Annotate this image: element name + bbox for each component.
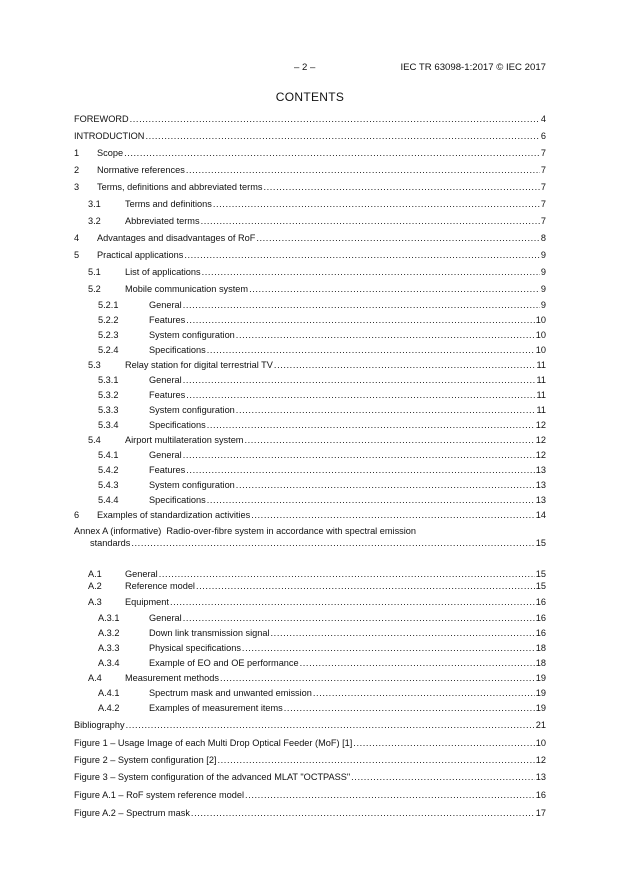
toc-page-number: 19 [535, 688, 546, 698]
dot-leader [186, 389, 535, 401]
dot-leader [245, 789, 535, 801]
dot-leader [170, 596, 535, 608]
toc-entry-title: FOREWORD [74, 114, 129, 124]
dot-leader [236, 329, 535, 341]
toc-section-number: 3.1 [88, 199, 101, 209]
dot-leader [183, 374, 536, 386]
toc-entry-title: Bibliography [74, 720, 125, 730]
toc-page-number: 6 [540, 131, 546, 141]
toc-entry-title-continued: standards [90, 538, 131, 548]
toc-entry[interactable] [88, 266, 546, 278]
dot-leader [186, 464, 535, 476]
figure-list-entry[interactable] [74, 771, 546, 783]
toc-section-number: A.4 [88, 673, 102, 683]
toc-entry-title: Specifications [149, 495, 206, 505]
toc-section-number: 5.2.3 [98, 330, 119, 340]
toc-section-number: A.3.2 [98, 628, 120, 638]
toc-entry-title: General [149, 300, 182, 310]
dot-leader [284, 702, 535, 714]
toc-section-number: 5.1 [88, 267, 101, 277]
toc-entry[interactable] [98, 479, 546, 491]
dot-leader [184, 249, 540, 261]
document-id: IEC TR 63098-1:2017 © IEC 2017 [400, 62, 546, 73]
toc-section-number: 4 [74, 233, 80, 243]
toc-entry-title: Airport multilateration system [125, 435, 244, 445]
toc-section-number: 5.3.4 [98, 420, 119, 430]
toc-entry[interactable] [98, 404, 546, 416]
toc-section-number: A.3.3 [98, 643, 120, 653]
toc-entry-title: Relay station for digital terrestrial TV [125, 360, 273, 370]
toc-entry-title: Down link transmission signal [149, 628, 270, 638]
toc-entry[interactable] [74, 719, 546, 731]
toc-entry-title: Measurement methods [125, 673, 219, 683]
toc-page-number: 21 [535, 720, 546, 730]
toc-section-number: A.1 [88, 569, 102, 579]
toc-entry-title: Examples of measurement items [149, 703, 283, 713]
toc-section-number: 5.3.2 [98, 390, 119, 400]
dot-leader [244, 434, 534, 446]
toc-page-number: 9 [540, 300, 546, 310]
toc-entry[interactable] [98, 612, 546, 624]
toc-entry[interactable] [88, 672, 546, 684]
toc-entry-title: Equipment [125, 597, 169, 607]
toc-section-number: 5.4.1 [98, 450, 119, 460]
toc-entry-title: Features [149, 465, 186, 475]
toc-entry-title: Normative references [97, 165, 185, 175]
toc-entry-title: General [149, 375, 182, 385]
dot-leader [131, 537, 534, 549]
toc-page-number: 19 [535, 673, 546, 683]
toc-entry-title: General [149, 613, 182, 623]
toc-entry-title: Physical specifications [149, 643, 241, 653]
dot-leader [242, 642, 535, 654]
toc-section-number: 5 [74, 250, 80, 260]
toc-entry[interactable] [98, 449, 546, 461]
dot-leader [183, 612, 535, 624]
toc-page-number: 9 [540, 250, 546, 260]
figure-title: Figure 2 – System configuration [2] [74, 755, 217, 765]
toc-entry[interactable] [98, 687, 546, 699]
dot-leader [207, 419, 535, 431]
toc-section-number: A.3 [88, 597, 102, 607]
toc-entry[interactable] [74, 130, 546, 142]
toc-section-number: 5.2.2 [98, 315, 119, 325]
toc-section-number: 5.4 [88, 435, 101, 445]
figure-list-entry[interactable] [74, 789, 546, 801]
dot-leader [126, 719, 535, 731]
toc-entry[interactable] [98, 344, 546, 356]
toc-page-number: 7 [540, 165, 546, 175]
toc-page-number: 19 [535, 703, 546, 713]
toc-section-number: A.3.4 [98, 658, 120, 668]
toc-entry[interactable] [88, 434, 546, 446]
toc-page-number: 4 [540, 114, 546, 124]
figure-list-entry[interactable] [74, 754, 546, 766]
toc-entry[interactable] [98, 314, 546, 326]
toc-entry[interactable] [74, 164, 546, 176]
toc-entry-title: Abbreviated terms [125, 216, 200, 226]
toc-section-number: A.2 [88, 581, 102, 591]
dot-leader [186, 314, 535, 326]
dot-leader [124, 147, 540, 159]
toc-page-number: 12 [535, 450, 546, 460]
toc-entry[interactable] [98, 374, 546, 386]
toc-section-number: 5.3.1 [98, 375, 119, 385]
dot-leader [159, 568, 535, 580]
toc-section-number: 2 [74, 165, 80, 175]
toc-entry[interactable] [88, 568, 546, 580]
toc-entry[interactable] [98, 657, 546, 669]
toc-entry-title: Practical applications [97, 250, 184, 260]
toc-entry-title: Terms, definitions and abbreviated terms [97, 182, 263, 192]
figure-page-number: 17 [535, 808, 546, 818]
figure-list-entry[interactable] [74, 807, 546, 819]
dot-leader [217, 754, 534, 766]
dot-leader [186, 164, 540, 176]
figure-page-number: 10 [535, 738, 546, 748]
toc-entry[interactable] [88, 596, 546, 608]
dot-leader [351, 771, 535, 783]
toc-page-number: 18 [535, 643, 546, 653]
toc-page-number: 11 [536, 405, 546, 415]
dot-leader [271, 627, 535, 639]
toc-entry[interactable] [74, 113, 546, 125]
toc-page-number: 7 [540, 199, 546, 209]
toc-entry[interactable] [98, 389, 546, 401]
toc-page-number: 14 [535, 510, 546, 520]
dot-leader [130, 113, 540, 125]
toc-page-number: 11 [536, 390, 546, 400]
toc-section-number: A.4.1 [98, 688, 120, 698]
toc-entry-title: INTRODUCTION [74, 131, 145, 141]
toc-entry-title: Advantages and disadvantages of RoF [97, 233, 256, 243]
toc-entry-title: Spectrum mask and unwanted emission [149, 688, 312, 698]
toc-entry-title: Features [149, 315, 186, 325]
dot-leader [274, 359, 536, 371]
dot-leader [196, 580, 535, 592]
toc-entry-title: Terms and definitions [125, 199, 212, 209]
toc-entry-title: System configuration [149, 480, 235, 490]
figure-title: Figure 3 – System configuration of the advanced MLAT "OCTPASS" [74, 772, 351, 782]
toc-section-number: 5.3.3 [98, 405, 119, 415]
figure-title: Figure A.1 – RoF system reference model [74, 790, 245, 800]
toc-entry[interactable] [98, 494, 546, 506]
toc-section-number: 1 [74, 148, 80, 158]
toc-entry-title: Radio-over-fibre system in accordance with spectral emission [166, 526, 417, 536]
toc-entry[interactable] [74, 509, 546, 521]
toc-page-number: 10 [535, 345, 546, 355]
toc-section-number: 5.2 [88, 284, 101, 294]
toc-entry[interactable] [88, 580, 546, 592]
toc-entry-title: Examples of standardization activities [97, 510, 251, 520]
toc-entry-title: Specifications [149, 345, 206, 355]
toc-section-number: 5.4.4 [98, 495, 119, 505]
toc-entry-annex-a[interactable] [74, 525, 546, 549]
dot-leader [183, 449, 535, 461]
figure-page-number: 16 [535, 790, 546, 800]
toc-section-number: A.4.2 [98, 703, 120, 713]
toc-page-number: 18 [535, 658, 546, 668]
dot-leader [236, 479, 535, 491]
toc-page-number: 13 [535, 495, 546, 505]
dot-leader [249, 283, 540, 295]
toc-page-number: 12 [535, 435, 546, 445]
figure-page-number: 12 [535, 755, 546, 765]
toc-entry-title: Reference model [125, 581, 195, 591]
dot-leader [145, 130, 539, 142]
toc-page-number: 7 [540, 148, 546, 158]
toc-page-number: 16 [535, 628, 546, 638]
toc-section-number: 6 [74, 510, 80, 520]
dot-leader [191, 807, 535, 819]
dot-leader [313, 687, 535, 699]
toc-entry[interactable] [98, 299, 546, 311]
figure-list-entry[interactable] [74, 737, 546, 749]
toc-page-number: 15 [535, 581, 546, 591]
toc-section-number: A.3.1 [98, 613, 120, 623]
toc-entry[interactable] [74, 249, 546, 261]
toc-page-number: 15 [535, 538, 546, 548]
toc-page-number: 16 [535, 597, 546, 607]
toc-page-number: 10 [535, 330, 546, 340]
toc-page-number: 13 [535, 465, 546, 475]
dot-leader [213, 198, 540, 210]
toc-section-number: 5.4.3 [98, 480, 119, 490]
toc-section-number: 5.3 [88, 360, 101, 370]
dot-leader [220, 672, 535, 684]
dot-leader [256, 232, 540, 244]
dot-leader [183, 299, 540, 311]
dot-leader [201, 215, 540, 227]
dot-leader [263, 181, 539, 193]
figure-page-number: 13 [535, 772, 546, 782]
toc-page-number: 7 [540, 216, 546, 226]
dot-leader [353, 737, 534, 749]
toc-entry-title: Features [149, 390, 186, 400]
toc-entry-title: System configuration [149, 330, 235, 340]
toc-section-number: 3 [74, 182, 80, 192]
toc-entry[interactable] [98, 627, 546, 639]
toc-page-number: 12 [535, 420, 546, 430]
toc-entry[interactable] [74, 147, 546, 159]
toc-entry-title: System configuration [149, 405, 235, 415]
dot-leader [251, 509, 535, 521]
toc-section-number: 5.4.2 [98, 465, 119, 475]
dot-leader [207, 494, 535, 506]
dot-leader [236, 404, 536, 416]
toc-section-number: 5.2.4 [98, 345, 119, 355]
toc-section-number: 3.2 [88, 216, 101, 226]
toc-entry[interactable] [98, 329, 546, 341]
toc-entry-title: General [125, 569, 158, 579]
toc-entry[interactable] [88, 283, 546, 295]
toc-entry[interactable] [98, 419, 546, 431]
toc-page-number: 7 [540, 182, 546, 192]
figure-title: Figure A.2 – Spectrum mask [74, 808, 190, 818]
toc-entry-title: Example of EO and OE performance [149, 658, 299, 668]
toc-page-number: 11 [536, 375, 546, 385]
toc-entry[interactable] [74, 232, 546, 244]
toc-entry[interactable] [88, 215, 546, 227]
toc-entry-title: Specifications [149, 420, 206, 430]
dot-leader [300, 657, 535, 669]
toc-entry[interactable] [98, 702, 546, 714]
toc-entry[interactable] [98, 464, 546, 476]
figure-title: Figure 1 – Usage Image of each Multi Drop Optical Feeder (MoF) [1] [74, 738, 353, 748]
toc-entry-title: List of applications [125, 267, 201, 277]
toc-page-number: 15 [535, 569, 546, 579]
toc-section-number: 5.2.1 [98, 300, 119, 310]
toc-page-number: 10 [535, 315, 546, 325]
toc-entry[interactable] [98, 642, 546, 654]
dot-leader [202, 266, 540, 278]
page-number: – 2 – [294, 62, 316, 73]
toc-page-number: 11 [536, 360, 546, 370]
toc-entry-title: Scope [97, 148, 124, 158]
toc-entry[interactable] [74, 181, 546, 193]
toc-entry[interactable] [88, 359, 546, 371]
toc-entry[interactable] [88, 198, 546, 210]
toc-annex-label: Annex A (informative) [74, 526, 162, 536]
page-header [0, 61, 620, 75]
toc-page-number: 16 [535, 613, 546, 623]
toc-page-number: 13 [535, 480, 546, 490]
page-title: CONTENTS [275, 90, 345, 104]
toc-page-number: 9 [540, 284, 546, 294]
dot-leader [207, 344, 535, 356]
toc-entry-title: General [149, 450, 182, 460]
toc-page-number: 9 [540, 267, 546, 277]
toc-entry-title: Mobile communication system [125, 284, 249, 294]
toc-page-number: 8 [540, 233, 546, 243]
